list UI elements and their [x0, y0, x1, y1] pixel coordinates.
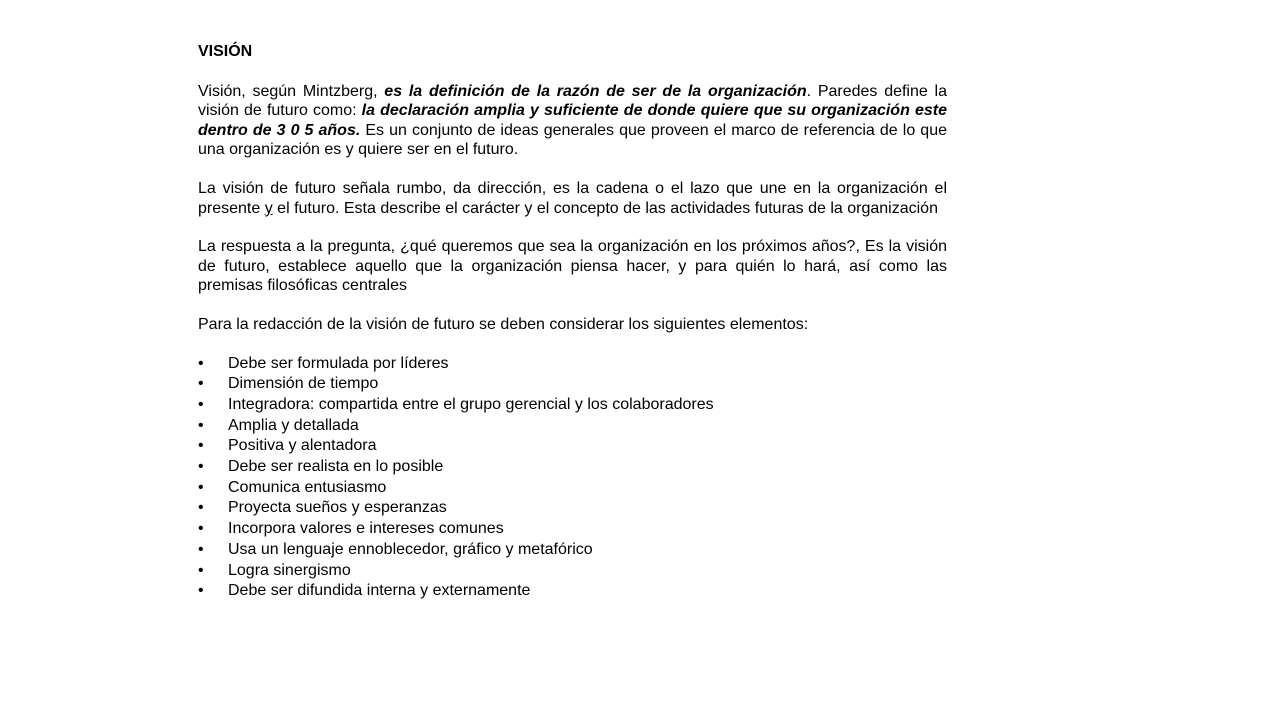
list-item-text: Proyecta sueños y esperanzas — [228, 499, 447, 517]
list-item — [198, 457, 947, 478]
p1-text-3: Es un conjunto de ideas generales que proveen el marco de referencia de lo que una organización es y quiere ser en el futuro. — [198, 121, 947, 159]
bullet-icon: • — [198, 354, 204, 372]
list-item — [198, 498, 947, 519]
elements-list — [198, 354, 947, 602]
bullet-icon: • — [198, 582, 204, 600]
p1-text-1: Visión, según Mintzberg, — [198, 82, 385, 100]
p2-text-2: el futuro. Esta describe el carácter y el concepto de las actividades futuras de la organización — [272, 199, 938, 217]
paragraph-rumbo — [198, 179, 947, 218]
p1-emphasis-1: es la definición de la razón de ser de la organización — [384, 82, 807, 100]
list-item-text: Integradora: compartida entre el grupo gerencial y los colaboradores — [228, 395, 714, 413]
list-item-text: Incorpora valores e intereses comunes — [228, 520, 504, 538]
list-item-text: Usa un lenguaje ennoblecedor, gráfico y metafórico — [228, 540, 593, 558]
paragraph-elementos: Para la redacción de la visión de futuro se deben considerar los siguientes elementos: — [198, 315, 809, 333]
bullet-icon: • — [198, 395, 204, 413]
section-heading: VISIÓN — [198, 43, 253, 60]
list-item-text: Amplia y detallada — [228, 416, 359, 434]
list-item — [198, 354, 947, 375]
list-item-text: Debe ser realista en lo posible — [228, 458, 444, 476]
bullet-icon: • — [198, 416, 204, 434]
list-item — [198, 395, 947, 416]
bullet-icon: • — [198, 478, 204, 496]
list-item — [198, 519, 947, 540]
p2-underlined: y — [264, 199, 273, 217]
list-item — [198, 374, 947, 395]
bullet-icon: • — [198, 375, 204, 393]
p1-emphasis-2: la declaración amplia y suficiente de donde quiere que su organización este dentro de 3 0 5 años. — [198, 102, 947, 139]
bullet-icon: • — [198, 540, 204, 558]
bullet-icon: • — [198, 499, 204, 517]
document-page — [198, 42, 947, 602]
list-item-text: Dimensión de tiempo — [228, 375, 379, 393]
bullet-icon: • — [198, 561, 204, 579]
bullet-icon: • — [198, 458, 204, 476]
list-item — [198, 478, 947, 499]
list-item-text: Positiva y alentadora — [228, 437, 377, 455]
list-item — [198, 561, 947, 582]
list-item-text: Comunica entusiasmo — [228, 478, 387, 496]
list-item — [198, 416, 947, 437]
list-item — [198, 540, 947, 561]
list-item-text: Logra sinergismo — [228, 561, 351, 579]
p2-text-1: La visión de futuro señala rumbo, da dirección, es la cadena o el lazo que une en la organización el presente — [198, 179, 947, 217]
list-item — [198, 436, 947, 457]
bullet-icon: • — [198, 520, 204, 538]
list-item-text: Debe ser difundida interna y externamente — [228, 582, 531, 600]
paragraph-respuesta: La respuesta a la pregunta, ¿qué queremos que sea la organización en los próximos años?, Es la visión de futuro, establece aquello que la organización piensa hacer, y para quién lo hará, así como las premisas filosóficas centrales — [198, 238, 947, 295]
list-item-text: Debe ser formulada por líderes — [228, 354, 449, 372]
paragraph-mintzberg — [198, 82, 947, 160]
list-item — [198, 581, 947, 602]
p1-text-2: . Paredes define la visión de futuro como: — [198, 82, 947, 120]
bullet-icon: • — [198, 437, 204, 455]
